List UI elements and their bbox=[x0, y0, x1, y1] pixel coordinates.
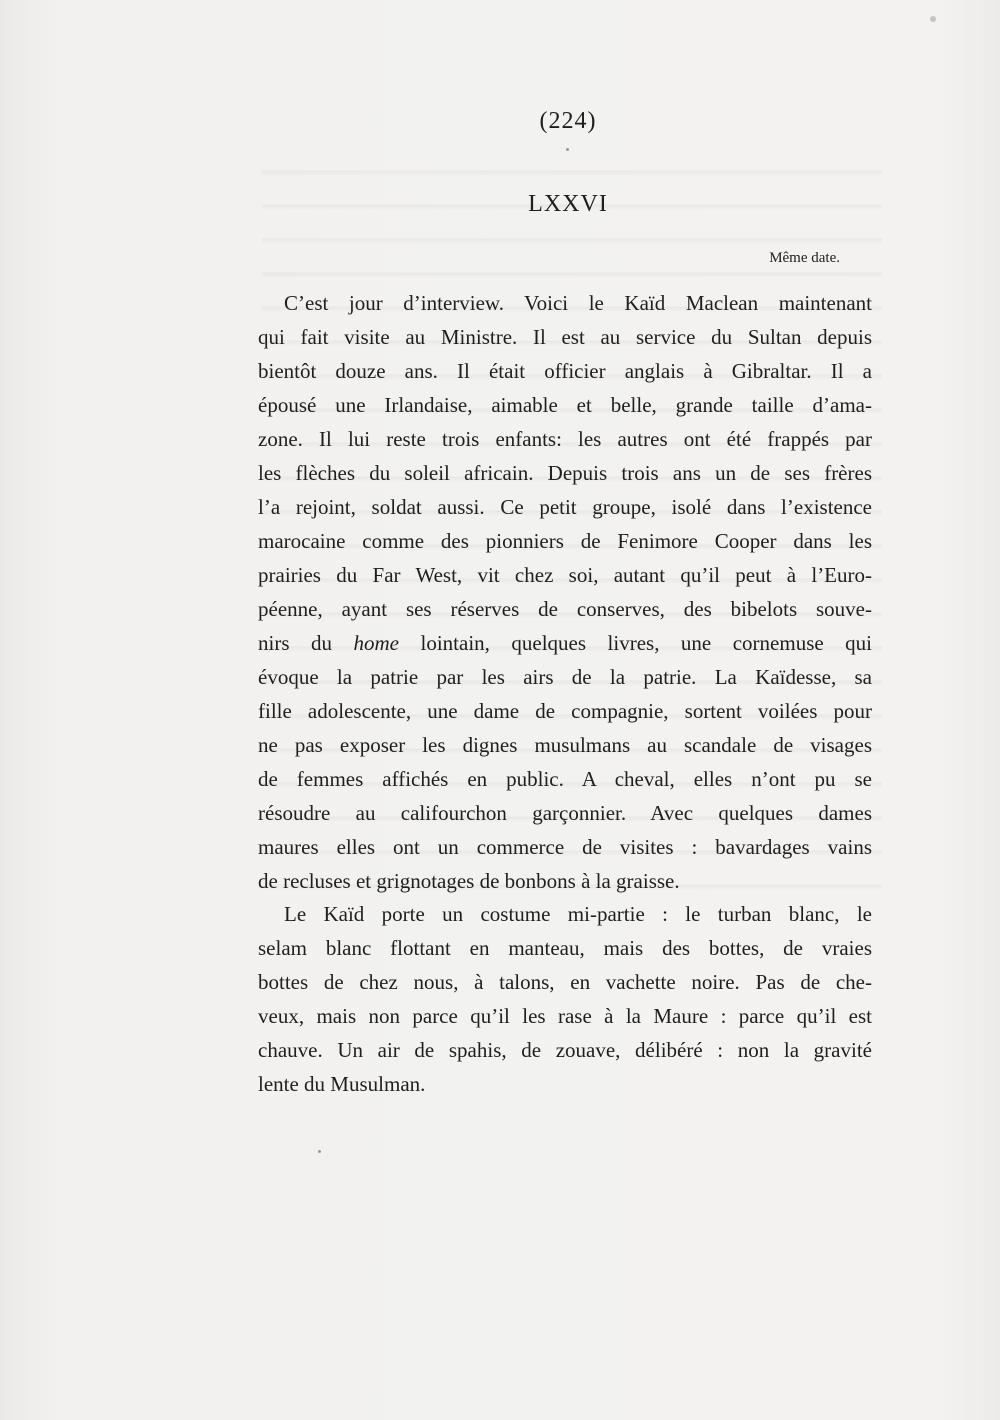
date-line: Même date. bbox=[769, 250, 840, 266]
text-line: chauve. Un air de spahis, de zouave, délibéré : non la gravité bbox=[258, 1038, 872, 1062]
text-line: ne pas exposer les dignes musulmans au scandale de visages bbox=[258, 733, 872, 757]
text-line: résoudre au califourchon garçonnier. Avec quelques dames bbox=[258, 801, 872, 825]
text-line: Le Kaïd porte un costume mi-partie : le turban blanc, le bbox=[284, 902, 872, 926]
text-line: de recluses et grignotages de bonbons à la graisse. bbox=[258, 869, 680, 893]
paragraph-2 bbox=[258, 897, 872, 1101]
page-number: (224) bbox=[539, 108, 597, 134]
paragraph-1 bbox=[258, 286, 872, 898]
text-fragment: nirs du bbox=[258, 631, 332, 655]
text-line: péenne, ayant ses réserves de conserves, des bibelots souve- bbox=[258, 597, 872, 621]
text-line: selam blanc flottant en manteau, mais des bottes, de vraies bbox=[258, 936, 872, 960]
text-line: C’est jour d’interview. Voici le Kaïd Maclean maintenant bbox=[284, 291, 872, 315]
text-line: bientôt douze ans. Il était officier anglais à Gibraltar. Il a bbox=[258, 359, 872, 383]
text-line: prairies du Far West, vit chez soi, autant qu’il peut à l’Euro- bbox=[258, 563, 872, 587]
text-line: lente du Musulman. bbox=[258, 1072, 426, 1096]
text-line: les flèches du soleil africain. Depuis trois ans un de ses frères bbox=[258, 461, 872, 485]
text-line: épousé une Irlandaise, aimable et belle, grande taille d’ama- bbox=[258, 393, 872, 417]
text-line: qui fait visite au Ministre. Il est au service du Sultan depuis bbox=[258, 325, 872, 349]
text-line: maures elles ont un commerce de visites : bavardages vains bbox=[258, 835, 872, 859]
text-fragment: lointain, quelques livres, une cornemuse qui bbox=[420, 631, 873, 655]
text-line: bottes de chez nous, à talons, en vachette noire. Pas de che- bbox=[258, 970, 872, 994]
text-line: évoque la patrie par les airs de la patrie. La Kaïdesse, sa bbox=[258, 665, 872, 689]
paper-speck bbox=[318, 1150, 321, 1153]
text-line: de femmes affichés en public. A cheval, elles n’ont pu se bbox=[258, 767, 872, 791]
paper-speck bbox=[930, 16, 936, 22]
text-line: zone. Il lui reste trois enfants: les autres ont été frappés par bbox=[258, 427, 872, 451]
paper-speck bbox=[566, 148, 569, 151]
text-line: l’a rejoint, soldat aussi. Ce petit groupe, isolé dans l’existence bbox=[258, 495, 872, 519]
chapter-heading: LXXVI bbox=[528, 191, 608, 217]
text-line-with-italic bbox=[258, 626, 872, 660]
text-line: fille adolescente, une dame de compagnie, sortent voilées pour bbox=[258, 699, 872, 723]
text-line: veux, mais non parce qu’il les rase à la Maure : parce qu’il est bbox=[258, 1004, 872, 1028]
text-line: marocaine comme des pionniers de Fenimore Cooper dans les bbox=[258, 529, 872, 553]
italic-word: home bbox=[353, 631, 399, 655]
